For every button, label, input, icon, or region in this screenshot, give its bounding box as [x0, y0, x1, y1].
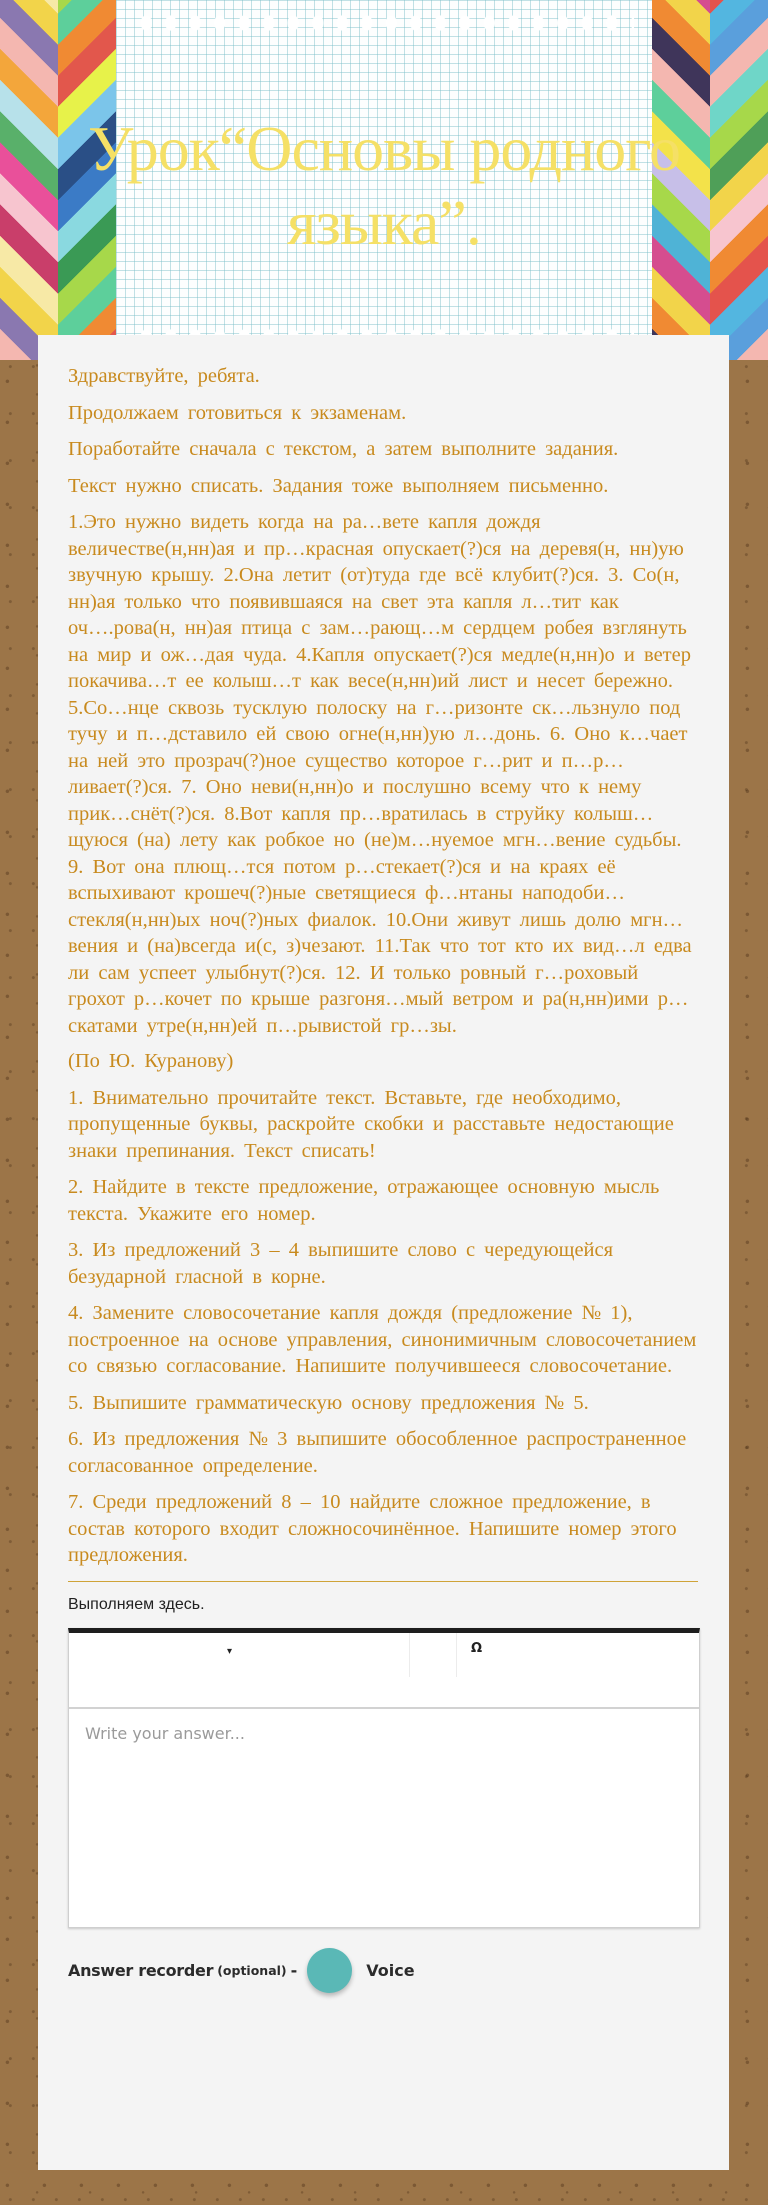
- answer-editor: [68, 1628, 700, 1928]
- task-item: 7. Среди предложений 8 – 10 найдите сложное предложение, в состав которого входит сложносочинённое. Напишите номер этого предложения.: [68, 1491, 677, 1566]
- intro-line: Поработайте сначала с текстом, а затем выполните задания.: [68, 438, 619, 460]
- recorder-optional-label: (optional): [217, 1962, 287, 1978]
- page-title: Урок“Основы родного языка”.: [88, 113, 680, 258]
- greeting: Здравствуйте, ребята.: [68, 365, 260, 387]
- task-item: 6. Из предложения № 3 выпишите обособленное распространенное согласованное определение.: [68, 1428, 687, 1477]
- voice-label: Voice: [366, 1960, 415, 1980]
- record-voice-button[interactable]: [307, 1948, 352, 1993]
- task-item: 4. Замените словосочетание капля дождя (предложение № 1), построенное на основе управления, синонимичным словосочетанием со связью согласование. Напишите получившееся словосочетание.: [68, 1302, 697, 1377]
- toolbar-separator: [409, 1633, 410, 1677]
- editor-toolbar: [69, 1633, 699, 1709]
- task-item: 1. Внимательно прочитайте текст. Вставьте, где необходимо, пропущенные буквы, раскройте скобки и расставьте недостающие знаки препинания. Текст списать!: [68, 1086, 674, 1162]
- recorder-label: Answer recorder: [68, 1960, 214, 1980]
- toolbar-separator: [456, 1633, 457, 1677]
- text-attribution: (По Ю. Куранову): [68, 1050, 234, 1072]
- lesson-card: [38, 335, 729, 2170]
- intro-line: Текст нужно списать. Задания тоже выполняем письменно.: [68, 474, 609, 497]
- intro-line: Продолжаем готовиться к экзаменам.: [68, 401, 407, 424]
- special-character-icon[interactable]: Ω: [471, 1640, 483, 1656]
- format-dropdown[interactable]: [69, 1633, 409, 1677]
- answer-instruction: Выполняем здесь.: [68, 1595, 205, 1613]
- recorder-dash: -: [290, 1960, 298, 1980]
- chevron-down-icon: ▾: [227, 1645, 233, 1657]
- notebook-holes-top: [134, 15, 634, 31]
- answer-input[interactable]: [69, 1711, 699, 1925]
- task-item: 2. Найдите в тексте предложение, отражающее основную мысль текста. Укажите его номер.: [68, 1176, 660, 1225]
- divider: [68, 1581, 698, 1582]
- task-item: 3. Из предложений 3 – 4 выпишите слово с чередующейся безударной гласной в корне.: [68, 1239, 614, 1288]
- answer-recorder: [68, 1948, 699, 1993]
- exercise-text: 1.Это нужно видеть когда на ра…вете капля дождя величестве(н,нн)ая и пр…красная опускает(?)ся на деревя(н, нн)ую звучную крышу. 2.Она летит (от)туда где всё клубит(?)ся. 3. Со(н, нн)ая только что появившаяся на свет эта капля л…тит как оч….рова(н, нн)ая птица с зам…рающ…м сердцем робея взглянуть на мир и ож…дая чуда. 4.Капля опускает(?)ся медле(н,нн)о и ветер покачива…т ее колыш…т как весе(н,нн)ий лист и несет бережно. 5.Со…нце сквозь тусклую полоску на г…ризонте ск…льзнуло под тучу и п…дставило ей свою огне(н,нн)ую л…донь. 6. Оно к…чает на ней это прозрач(?)ное существо которое г…рит и п…р…ливает(?)ся. 7. Оно неви(н,нн)о и послушно всему что к нему прик…снёт(?)ся. 8.Вот капля пр…вратилась в струйку колыш…щуюся (на) лету как робкое но (не)м…нуемое мгн…вение судьбы. 9. Вот она плющ…тся потом р…стекает(?)ся и на краях её вспыхивают крошеч(?)ные светящиеся ф…нтаны наподоби… стекля(н,нн)ых ноч(?)ных фиалок. 10.Они живут лишь долю мгн…вения и (на)всегда и(с, з)чезают. 11.Так что тот кто их вид…л едва ли сам успеет улыбнут(?)ся. 12. И только ровный г…роховый грохот р…кочет по крыше разгоня…мый ветром и ра(н,нн)ими р…скатами утре(н,нн)ей п…рывистой гр…зы.: [68, 511, 692, 1037]
- task-item: 5. Выпишите грамматическую основу предложения № 5.: [68, 1391, 589, 1414]
- header-banner: [0, 0, 768, 360]
